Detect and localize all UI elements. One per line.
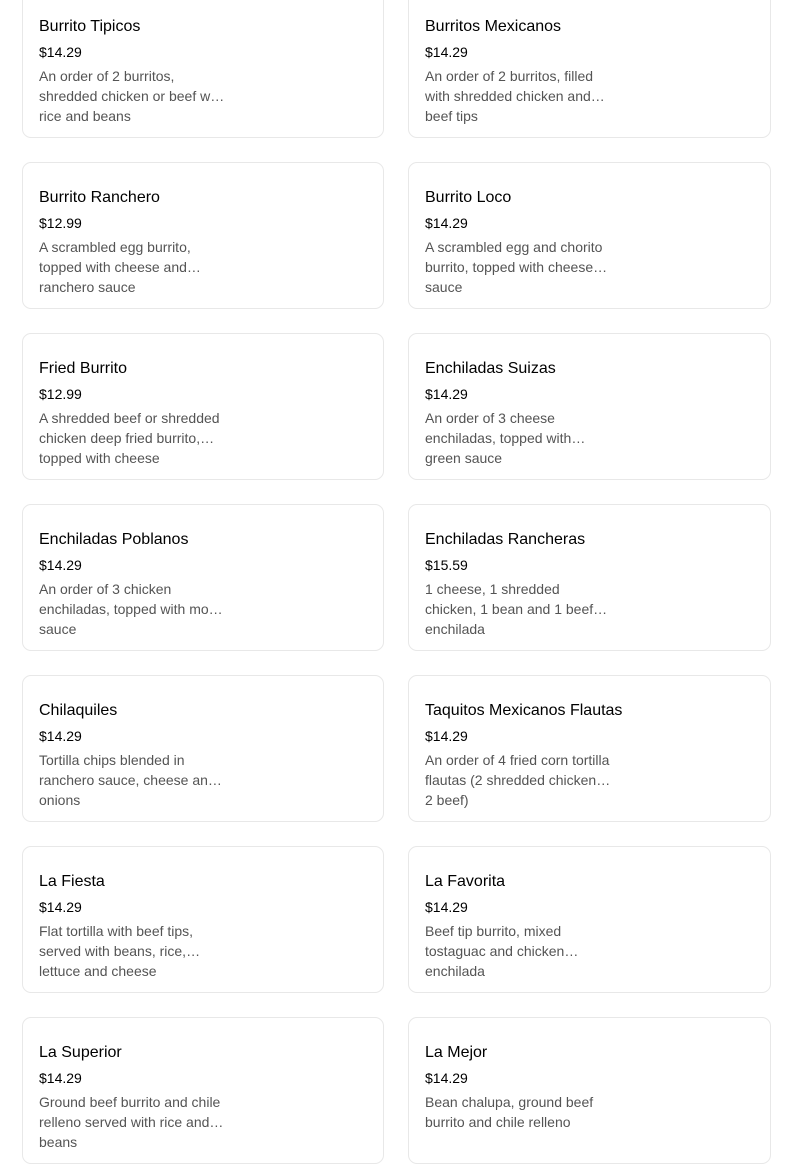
menu-item-price: $14.29: [425, 899, 468, 915]
menu-item-price: $15.59: [425, 557, 468, 573]
menu-item-description: An order of 4 fried corn tortilla flautas (2 shredded chicken, 2 beef): [425, 752, 610, 808]
menu-item-title: La Favorita: [425, 873, 506, 890]
menu-item-title: Enchiladas Poblanos: [39, 531, 189, 548]
menu-item-description: A shredded beef or shredded chicken deep fried burrito, topped with cheese: [39, 410, 220, 466]
menu-item-description: An order of 2 burritos, shredded chicken or beef with rice and beans: [39, 68, 225, 124]
menu-item-card[interactable]: [408, 1017, 771, 1164]
menu-item-description: An order of 2 burritos, filled with shredded chicken and beef tips: [425, 68, 594, 124]
menu-item-title: La Mejor: [425, 1044, 488, 1061]
menu-items-grid: [22, 0, 771, 1164]
menu-item-card[interactable]: [22, 675, 384, 822]
menu-item-price: $12.99: [39, 215, 82, 231]
menu-item-description: Bean chalupa, ground beef burrito and chile relleno: [425, 1094, 594, 1130]
menu-item-price: $14.29: [39, 899, 82, 915]
menu-item-title: Burritos Mexicanos: [425, 18, 562, 35]
menu-item-card[interactable]: [408, 0, 771, 138]
menu-item-price: $14.29: [425, 44, 468, 60]
menu-item-price: $14.29: [39, 44, 82, 60]
menu-item-card[interactable]: [22, 1017, 384, 1164]
menu-item-description: Ground beef burrito and chile relleno served with rice and beans: [39, 1094, 221, 1150]
menu-item-title: La Superior: [39, 1044, 122, 1061]
menu-item-price: $14.29: [39, 728, 82, 744]
menu-item-price: $14.29: [425, 215, 468, 231]
menu-item-description: Tortilla chips blended in ranchero sauce, cheese and onions: [39, 752, 216, 808]
menu-item-card[interactable]: [408, 504, 771, 651]
menu-item-card[interactable]: [22, 846, 384, 993]
menu-item-title: Burrito Loco: [425, 189, 512, 206]
menu-item-price: $14.29: [425, 1070, 468, 1086]
menu-item-description: An order of 3 chicken enchiladas, topped with mole sauce: [39, 581, 220, 637]
menu-item-card[interactable]: [22, 333, 384, 480]
menu-item-card[interactable]: [408, 846, 771, 993]
menu-item-card[interactable]: [22, 504, 384, 651]
menu-item-title: Chilaquiles: [39, 702, 118, 719]
menu-item-price: $14.29: [39, 1070, 82, 1086]
menu-item-title: La Fiesta: [39, 873, 105, 890]
menu-item-description: Flat tortilla with beef tips, served with beans, rice, lettuce and cheese: [39, 923, 194, 979]
menu-item-title: Taquitos Mexicanos Flautas: [425, 702, 623, 719]
menu-item-title: Burrito Ranchero: [39, 189, 160, 206]
menu-item-price: $14.29: [39, 557, 82, 573]
menu-item-description: Beef tip burrito, mixed tostaguac and chicken enchilada: [425, 923, 565, 979]
menu-item-description: An order of 3 cheese enchiladas, topped with green sauce: [425, 410, 572, 466]
menu-item-card[interactable]: [408, 675, 771, 822]
menu-item-title: Enchiladas Suizas: [425, 360, 556, 377]
menu-item-title: Enchiladas Rancheras: [425, 531, 586, 548]
menu-item-card[interactable]: [22, 162, 384, 309]
menu-item-card[interactable]: [22, 0, 384, 138]
menu-item-price: $14.29: [425, 386, 468, 402]
menu-item-card[interactable]: [408, 162, 771, 309]
menu-item-description: 1 cheese, 1 shredded chicken, 1 bean and 1 beef enchilada: [425, 581, 594, 637]
menu-item-description: A scrambled egg and chorito burrito, topped with cheese sauce: [425, 239, 603, 295]
menu-item-title: Burrito Tipicos: [39, 18, 141, 35]
menu-item-price: $14.29: [425, 728, 468, 744]
menu-item-title: Fried Burrito: [39, 360, 128, 377]
menu-item-description: A scrambled egg burrito, topped with cheese and ranchero sauce: [39, 239, 191, 295]
menu-item-price: $12.99: [39, 386, 82, 402]
menu-item-card[interactable]: [408, 333, 771, 480]
